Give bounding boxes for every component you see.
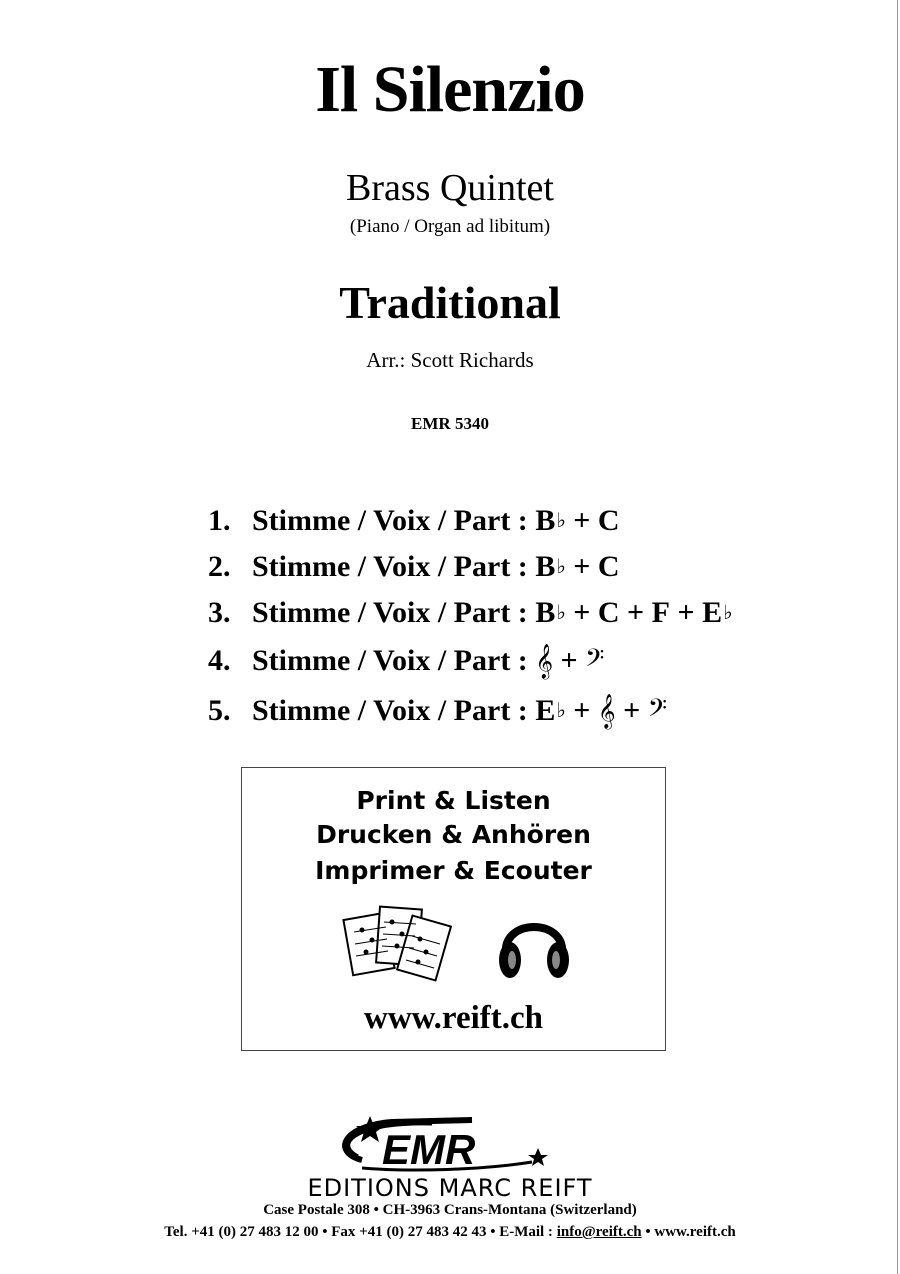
composer-name: Traditional [339,277,561,328]
page-edge [897,0,898,1274]
headphones-icon [496,902,572,984]
email-link[interactable]: info@reift.ch [556,1224,642,1240]
ensemble-subtitle: Brass Quintet [346,167,554,209]
treble-clef-icon: 𝄞 [597,693,616,729]
part-label: Stimme / Voix / Part : [252,550,528,583]
sheet-music-icon [342,902,454,990]
publisher-name: EDITIONS MARC REIFT [307,1174,593,1202]
treble-clef-icon: 𝄞 [535,643,554,679]
part-label: Stimme / Voix / Part : [252,504,528,537]
part-number: 2. [208,550,231,583]
publisher-contact: Tel. +41 (0) 27 483 12 00 • Fax +41 (0) 27 483 42 43 • E-Mail : info@reift.ch • www.reift.ch [164,1224,736,1240]
promo-line-german: Drucken & Anhören [316,820,591,849]
part-number: 1. [208,504,231,537]
print-listen-box [241,767,666,1051]
bass-clef-icon: 𝄢 [585,643,605,679]
part-number: 3. [208,596,231,629]
part-number: 5. [208,694,231,727]
promo-line-french: Imprimer & Ecouter [315,856,592,885]
publisher-address: Case Postale 308 • CH-3963 Crans-Montana (Switzerland) [263,1202,637,1218]
part-row-1: 1. Stimme / Voix / Part : B ♭ + C [208,504,620,537]
bass-clef-icon: 𝄢 [647,693,668,729]
part-row-3: 3. Stimme / Voix / Part : B ♭ + C + F + E ♭ [208,596,733,629]
piece-title: Il Silenzio [315,53,585,126]
arranger-credit: Arr.: Scott Richards [366,348,534,372]
part-row-2: 2. Stimme / Voix / Part : B ♭ + C [208,550,620,583]
part-label: Stimme / Voix / Part : [252,644,528,677]
instrumentation-note: (Piano / Organ ad libitum) [349,216,551,237]
part-label: Stimme / Voix / Part : [252,596,528,629]
promo-website[interactable]: www.reift.ch [363,1000,544,1036]
part-row-5: 5. Stimme / Voix / Part : E ♭ + 𝄞 + 𝄢 [208,693,668,729]
parts-list [208,498,733,736]
emr-logo [322,1112,562,1174]
part-label: Stimme / Voix / Part : [252,694,528,727]
promo-line-english: Print & Listen [356,786,551,815]
catalog-number: EMR 5340 [411,414,489,433]
part-number: 4. [208,644,231,677]
part-row-4: 4. Stimme / Voix / Part : 𝄞 + 𝄢 [208,643,605,679]
svg-text:EMR: EMR [382,1126,476,1173]
